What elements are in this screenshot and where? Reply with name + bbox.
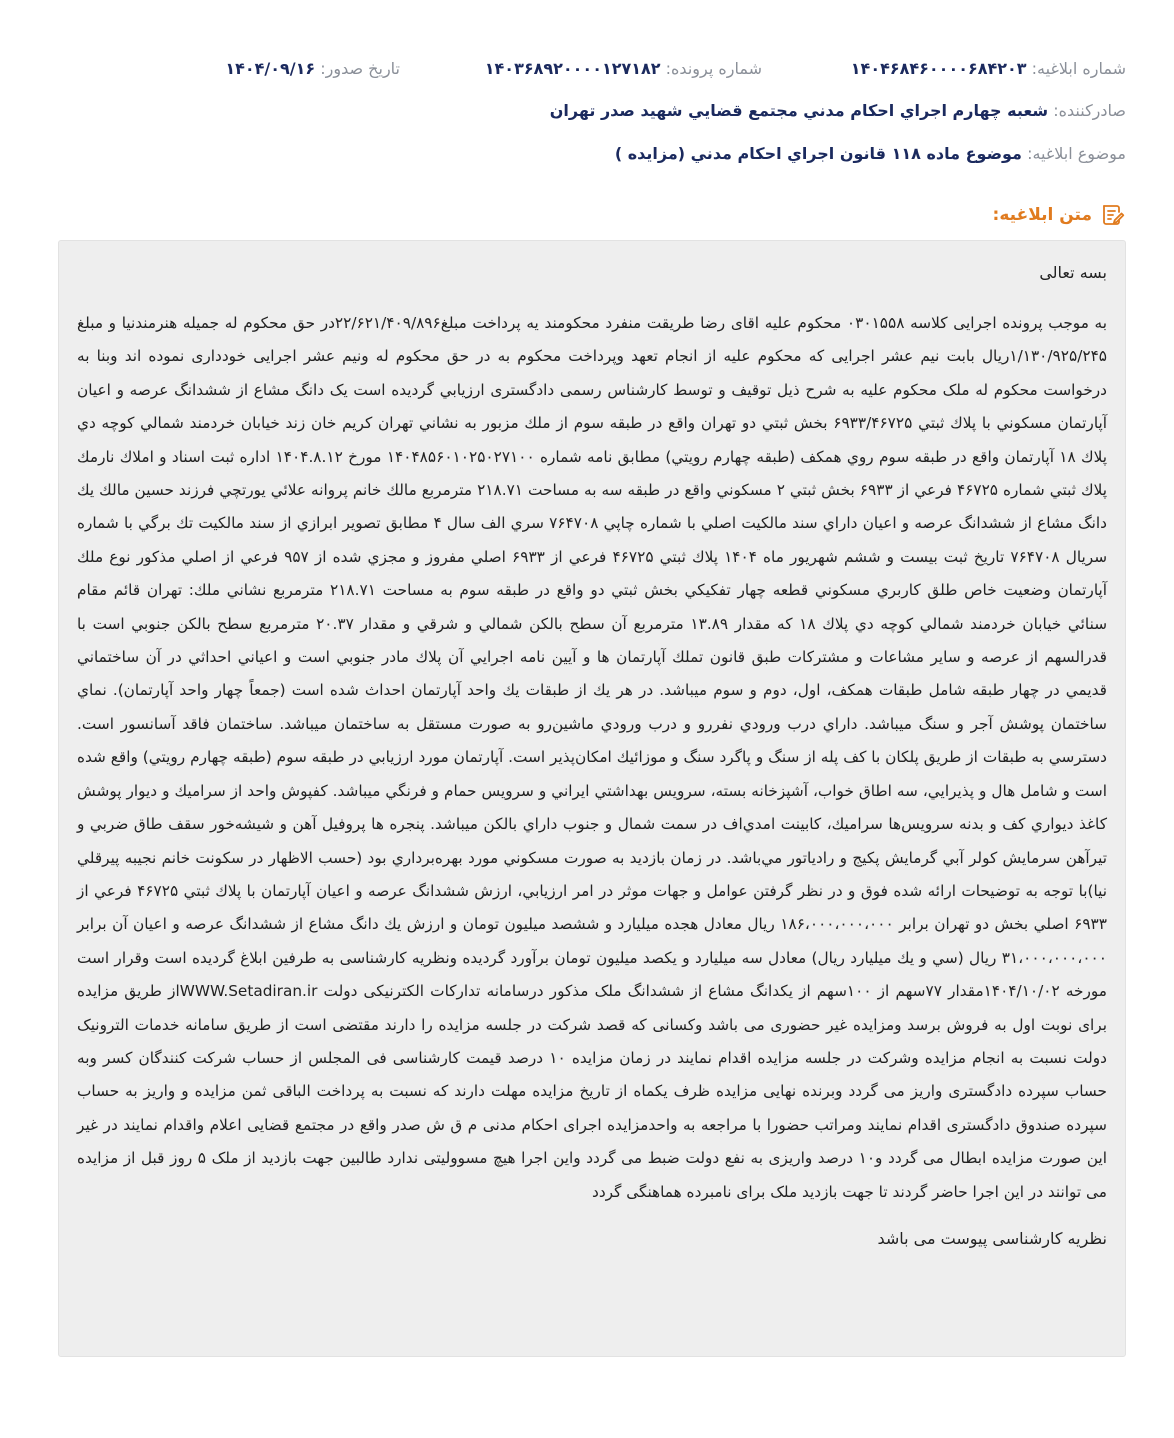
notice-number-field — [851, 54, 1126, 84]
issue-date-field — [225, 54, 400, 84]
notice-number-label: شماره ابلاغيه: — [1031, 59, 1126, 78]
notice-text-title: متن ابلاغيه: — [992, 205, 1092, 225]
issue-date-value: ۱۴۰۴/۰۹/۱۶ — [225, 59, 316, 78]
subject-value: موضوع ماده ۱۱۸ قانون اجراي احكام مدني (مزايده ) — [614, 144, 1022, 163]
issuer-field — [48, 96, 1126, 126]
notice-text-heading — [993, 200, 1126, 230]
subject-field — [48, 139, 1126, 169]
issuer-value: شعبه چهارم اجراي احكام مدني مجتمع قضايي شهيد صدر تهران — [549, 101, 1049, 120]
subject-label: موضوع ابلاغيه: — [1027, 144, 1126, 163]
document-edit-icon — [1100, 202, 1126, 228]
notice-number-value: ۱۴۰۴۶۸۴۶۰۰۰۰۶۸۴۲۰۳ — [850, 59, 1027, 78]
notice-body-text: به موجب پرونده اجرایی کلاسه ۰۳۰۱۵۵۸ محکوم علیه اقای رضا طریقت منفرد محکومند یه پرداخت مبلغ۲۲/۶۲۱/۴۰۹/۸۹۶در حق محکوم له جمیله هنرمندنیا و مبلغ ۱/۱۳۰/۹۲۵/۲۴۵ریال بابت نیم عشر اجرایی که محکوم علیه از انجام تعهد وپرداخت محکوم به در حق محکوم له ونیم عشر اجرایی خودداری نموده اند وبنا به درخواست محکوم له ملک محکوم علیه به شرح ذیل توقیف و توسط کارشناس رسمی دادگستری ارزیابي گرديده است یک دانگ مشاع از ششدانگ عرصه و اعيان آپارتمان مسكوني با پلاك ثبتي ۶۹۳۳/۴۶۷۲۵ بخش ثبتي دو تهران واقع در طبقه سوم از ملك مزبور به نشاني تهران كريم خان زند خيابان خردمند شمالي كوچه دي پلاك ۱۸ آپارتمان واقع در طبقه سوم روي همكف (طبقه چهارم رويتي) مطابق نامه شماره ۱۴۰۴۸۵۶۰۱۰۲۵۰۲۷۱۰۰ مورخ ۱۴۰۴.۸.۱۲ اداره ثبت اسناد و املاك نارمك پلاك ثبتي شماره ۴۶۷۲۵ فرعي از ۶۹۳۳ بخش ثبتي ۲ مسكوني واقع در طبقه سه به مساحت ۲۱۸.۷۱ مترمربع مالك خانم پروانه علائي يورتچي فرزند حسين مالك يك دانگ مشاع از ششدانگ عرصه و اعيان داراي سند مالكيت اصلي با شماره چاپي ۷۶۴۷۰۸ سري الف سال ۴ مطابق تصوير ابرازي از سند مالكيت تك برگي با شماره سريال ۷۶۴۷۰۸ تاريخ ثبت بيست و ششم شهريور ماه ۱۴۰۴ پلاك ثبتي ۴۶۷۲۵ فرعي از ۶۹۳۳ اصلي مفروز و مجزي شده از ۹۵۷ فرعي از اصلي مذكور نوع ملك آپارتمان وضعيت خاص طلق كاربري مسكوني قطعه چهار تفكيكي بخش ثبتي دو واقع در طبقه سوم به مساحت ۲۱۸.۷۱ مترمربع نشاني ملك: تهران قائم مقام سنائي خيابان خردمند شمالي كوچه دي پلاك ۱۸ كه مقدار ۱۳.۸۹ مترمربع آن سطح بالكن شمالي و شرقي و مقدار ۲۰.۳۷ مترمربع سطح بالكن جنوبي است با قدرالسهم از عرصه و ساير مشاعات و مشتركات طبق قانون تملك آپارتمان ها و آيين نامه اجرايي آن پلاك مادر جنوبي است و اعياني احداثي در آن ساختماني قديمي در چهار طبقه شامل طبقات همكف، اول، دوم و سوم ميباشد. در هر يك از طبقات يك واحد آپارتمان احداث شده است (جمعاً چهار واحد آپارتمان). نماي ساختمان پوشش آجر و سنگ ميباشد. داراي درب ورودي نفررو و درب ورودي ماشين‌رو به صورت مستقل به ساختمان ميباشد. ساختمان فاقد آسانسور است. دسترسي به طبقات از طريق پلكان با كف پله از سنگ و پاگرد سنگ و موزائيك امكان‌پذير است. آپارتمان مورد ارزيابي در طبقه سوم (طبقه چهارم رويتي) واقع شده است و شامل هال و پذيرايي، سه اطاق خواب، آشپزخانه بسته، سرويس بهداشتي ايراني و سرويس حمام و فرنگي ميباشد. كفپوش واحد از سراميك و ديوار پوشش كاغذ ديواري كف و بدنه سرويس‌ها سراميك، كابينت امدي‌اف در سمت شمال و جنوب داراي بالكن ميباشد. پنجره ها پروفيل آهن و شيشه‌خور سقف طاق ضربي و تيرآهن سرمايش كولر آبي گرمايش پكيج و رادياتور مي‌باشد. در زمان بازديد به صورت مسكوني مورد بهره‌برداري بود (حسب الاظهار در سكونت خانم نجيبه پيرقلي نيا)با توجه به توضيحات ارائه شده فوق و در نظر گرفتن عوامل و جهات موثر در امر ارزيابي، ارزش ششدانگ عرصه و اعيان آپارتمان با پلاك ثبتي ۴۶۷۲۵ فرعي از ۶۹۳۳ اصلي بخش دو تهران برابر ۱۸۶،۰۰۰،۰۰۰،۰۰۰ ريال معادل هجده ميليارد و ششصد ميليون تومان و ارزش يك دانگ مشاع از ششدانگ عرصه و اعيان آن برابر ۳۱،۰۰۰،۰۰۰،۰۰۰ ريال (سي و يك ميليارد ريال) معادل سه ميليارد و يكصد ميليون تومان برآورد گرديده ونظريه کارشناسی به طرفین ابلاغ گردیده است وقرار است مورخه ۱۴۰۴/۱۰/۰۲مقدار ۷۷سهم از ۱۰۰سهم از یکدانگ مشاع از ششدانگ ملک مذکور درسامانه تدارکات الکترنیکی دولت WWW.Setadiran.irاز طریق مزایده برای نوبت اول به فروش برسد ومزایده غیر حضوری می باشد وکسانی که قصد شرکت در جلسه مزایده را دارند مقتضی است از طریق سامانه خدمات الترونیک دولت نسبت به انجام مزایده وشرکت در جلسه مزایده اقدام نمایند در زمان مزایده ۱۰ درصد قیمت کارشناسی فی المجلس از حساب شرکت کنندگان کسر وبه حساب سپرده دادگستری واریز می گردد وبرنده نهایی مزایده ظرف یکماه از تاریخ مزایده مهلت دارند که نسبت به پرداخت الباقی ثمن مزایده و واریز به حساب سپرده صندوق دادگستری اقدام نمایند ومراتب حضورا با مراجعه به واحدمزایده اجرای احکام مدنی م ق ش صدر واقع در مجتمع قضایی اعلام واقدام نمایند در غیر این صورت مزایده ابطال می گردد و۱۰ درصد واریزی به نفع دولت ضبط می گردد واین اجرا هیچ مسوولیتی ندارد طالبین جهت بازدید از ملک ۵ روز قبل از مزایده می توانند در این اجرا حاضر گردند تا جهت بازدید ملک برای نامبرده هماهنگی گردد — [77, 314, 1108, 1201]
case-number-label: شماره پرونده: — [665, 59, 762, 78]
notice-greeting: بسه تعالی — [1039, 263, 1107, 282]
header-row-numbers — [48, 54, 1126, 84]
issue-date-label: تاريخ صدور: — [320, 59, 400, 78]
case-number-field — [485, 54, 762, 84]
case-number-value: ۱۴۰۳۶۸۹۲۰۰۰۰۱۲۷۱۸۲ — [484, 59, 661, 78]
issuer-label: صادرکننده: — [1053, 101, 1126, 120]
notice-text-panel — [58, 240, 1126, 1357]
notice-footer-note: نظریه کارشناسی پیوست می باشد — [877, 1228, 1107, 1248]
